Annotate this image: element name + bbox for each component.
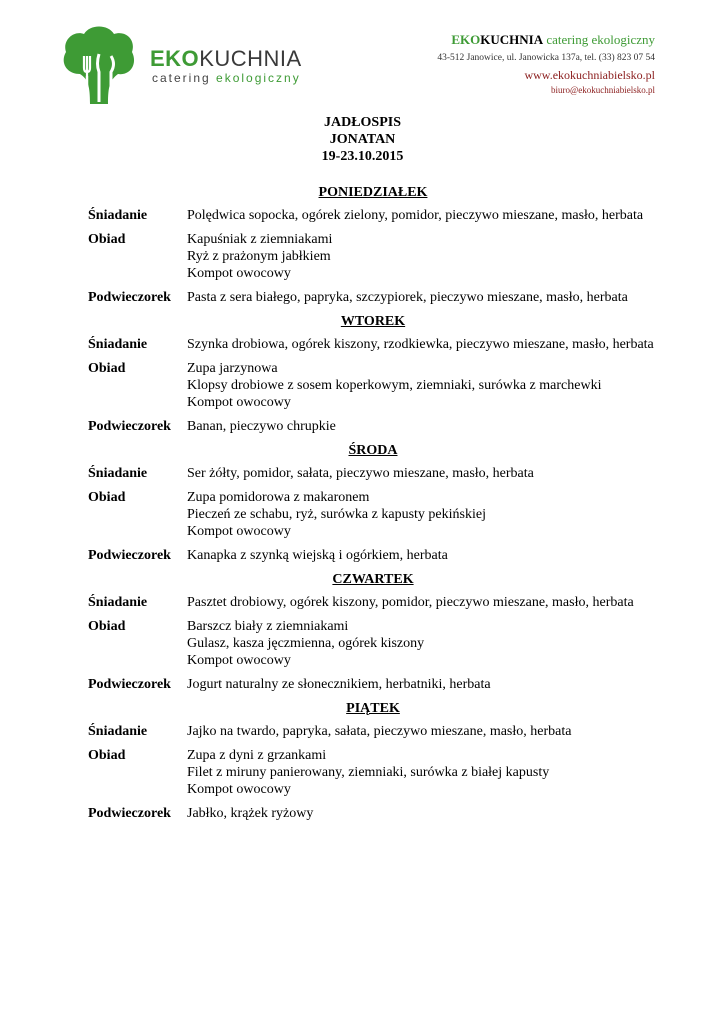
day-heading: WTOREK xyxy=(340,314,406,329)
meal-line: Klopsy drobiowe z sosem koperkowym, ziemniaki, surówka z marchewki xyxy=(187,378,602,393)
meal-description xyxy=(187,418,658,435)
meal-description xyxy=(187,489,658,540)
tree-logo-icon xyxy=(60,24,140,110)
day-heading: ŚRODA xyxy=(348,443,398,458)
day-section xyxy=(88,571,658,693)
meal-line: Zupa pomidorowa z makaronem xyxy=(187,490,370,505)
meal-line: Kanapka z szynką wiejską i ogórkiem, herbata xyxy=(187,548,448,563)
meal-row xyxy=(88,231,658,282)
meal-label: Śniadanie xyxy=(88,595,148,610)
meal-description xyxy=(187,465,658,482)
meal-line: Kompot owocowy xyxy=(187,653,291,668)
meal-label: Podwieczorek xyxy=(88,548,171,563)
meal-label: Śniadanie xyxy=(88,208,148,223)
meal-line: Zupa jarzynowa xyxy=(187,361,278,376)
meal-row xyxy=(88,489,658,540)
meal-label: Podwieczorek xyxy=(88,677,171,692)
meal-line: Gulasz, kasza jęczmienna, ogórek kiszony xyxy=(187,636,425,651)
meal-description xyxy=(187,594,658,611)
meal-description xyxy=(187,723,658,740)
meal-row xyxy=(88,207,658,224)
meal-line: Kompot owocowy xyxy=(187,395,291,410)
meal-row xyxy=(88,465,658,482)
meal-label: Śniadanie xyxy=(88,466,148,481)
title-line-2: JONATAN xyxy=(329,132,396,147)
menu-title xyxy=(0,114,725,165)
contact-address: 43-512 Janowice, ul. Janowicka 137a, tel. (33) 823 07 54 xyxy=(437,52,655,63)
meal-label: Obiad xyxy=(88,490,126,505)
day-section xyxy=(88,700,658,822)
meal-line: Ryż z prażonym jabłkiem xyxy=(187,249,331,264)
logo-brand-name: EKOKUCHNIA xyxy=(150,46,302,71)
contact-email-link[interactable]: biuro@ekokuchniabielsko.pl xyxy=(550,84,655,95)
meal-description xyxy=(187,676,658,693)
contact-company-name: EKOKUCHNIA catering ekologiczny xyxy=(451,32,655,47)
meal-description xyxy=(187,805,658,822)
meal-line: Banan, pieczywo chrupkie xyxy=(187,419,336,434)
meal-label: Podwieczorek xyxy=(88,419,171,434)
menu-content xyxy=(88,184,658,829)
meal-line: Zupa z dyni z grzankami xyxy=(187,748,327,763)
meal-description xyxy=(187,360,658,411)
meal-row xyxy=(88,618,658,669)
meal-line: Kapuśniak z ziemniakami xyxy=(187,232,333,247)
meal-description xyxy=(187,547,658,564)
meal-line: Polędwica sopocka, ogórek zielony, pomidor, pieczywo mieszane, masło, herbata xyxy=(187,208,644,223)
meal-line: Ser żółty, pomidor, sałata, pieczywo mieszane, masło, herbata xyxy=(187,466,534,481)
meal-line: Jabłko, krążek ryżowy xyxy=(187,806,314,821)
contact-info xyxy=(437,31,655,96)
meal-row xyxy=(88,805,658,822)
meal-row xyxy=(88,723,658,740)
meal-line: Pasta z sera białego, papryka, szczypiorek, pieczywo mieszane, masło, herbata xyxy=(187,290,628,305)
meal-label: Obiad xyxy=(88,748,126,763)
meal-label: Obiad xyxy=(88,619,126,634)
meal-description xyxy=(187,747,658,798)
meal-row xyxy=(88,747,658,798)
meal-label: Obiad xyxy=(88,361,126,376)
meal-label: Śniadanie xyxy=(88,724,148,739)
meal-line: Pieczeń ze schabu, ryż, surówka z kapusty pekińskiej xyxy=(187,507,486,522)
title-line-1: JADŁOSPIS xyxy=(323,115,402,130)
meal-description xyxy=(187,231,658,282)
meal-row xyxy=(88,418,658,435)
meal-description xyxy=(187,207,658,224)
logo-tagline: catering ekologiczny xyxy=(152,71,301,85)
meal-line: Jogurt naturalny ze słonecznikiem, herbatniki, herbata xyxy=(187,677,491,692)
day-heading: PONIEDZIAŁEK xyxy=(318,185,428,200)
meal-description xyxy=(187,289,658,306)
meal-line: Kompot owocowy xyxy=(187,782,291,797)
meal-line: Szynka drobiowa, ogórek kiszony, rzodkiewka, pieczywo mieszane, masło, herbata xyxy=(187,337,654,352)
meal-label: Obiad xyxy=(88,232,126,247)
meal-line: Jajko na twardo, papryka, sałata, pieczywo mieszane, masło, herbata xyxy=(187,724,572,739)
meal-label: Podwieczorek xyxy=(88,290,171,305)
meal-label: Podwieczorek xyxy=(88,806,171,821)
meal-line: Kompot owocowy xyxy=(187,524,291,539)
day-section xyxy=(88,313,658,435)
meal-line: Filet z miruny panierowany, ziemniaki, surówka z białej kapusty xyxy=(187,765,550,780)
title-line-3: 19-23.10.2015 xyxy=(321,149,404,164)
contact-website-link[interactable]: www.ekokuchniabielsko.pl xyxy=(524,68,655,83)
meal-line: Barszcz biały z ziemniakami xyxy=(187,619,349,634)
meal-row xyxy=(88,547,658,564)
meal-row xyxy=(88,360,658,411)
company-logo xyxy=(60,24,300,110)
meal-row xyxy=(88,336,658,353)
day-section xyxy=(88,442,658,564)
meal-row xyxy=(88,676,658,693)
meal-row xyxy=(88,289,658,306)
day-heading: PIĄTEK xyxy=(346,701,400,716)
meal-description xyxy=(187,336,658,353)
meal-label: Śniadanie xyxy=(88,337,148,352)
meal-row xyxy=(88,594,658,611)
meal-line: Pasztet drobiowy, ogórek kiszony, pomidor, pieczywo mieszane, masło, herbata xyxy=(187,595,634,610)
meal-line: Kompot owocowy xyxy=(187,266,291,281)
day-heading: CZWARTEK xyxy=(332,572,414,587)
day-section xyxy=(88,184,658,306)
meal-description xyxy=(187,618,658,669)
